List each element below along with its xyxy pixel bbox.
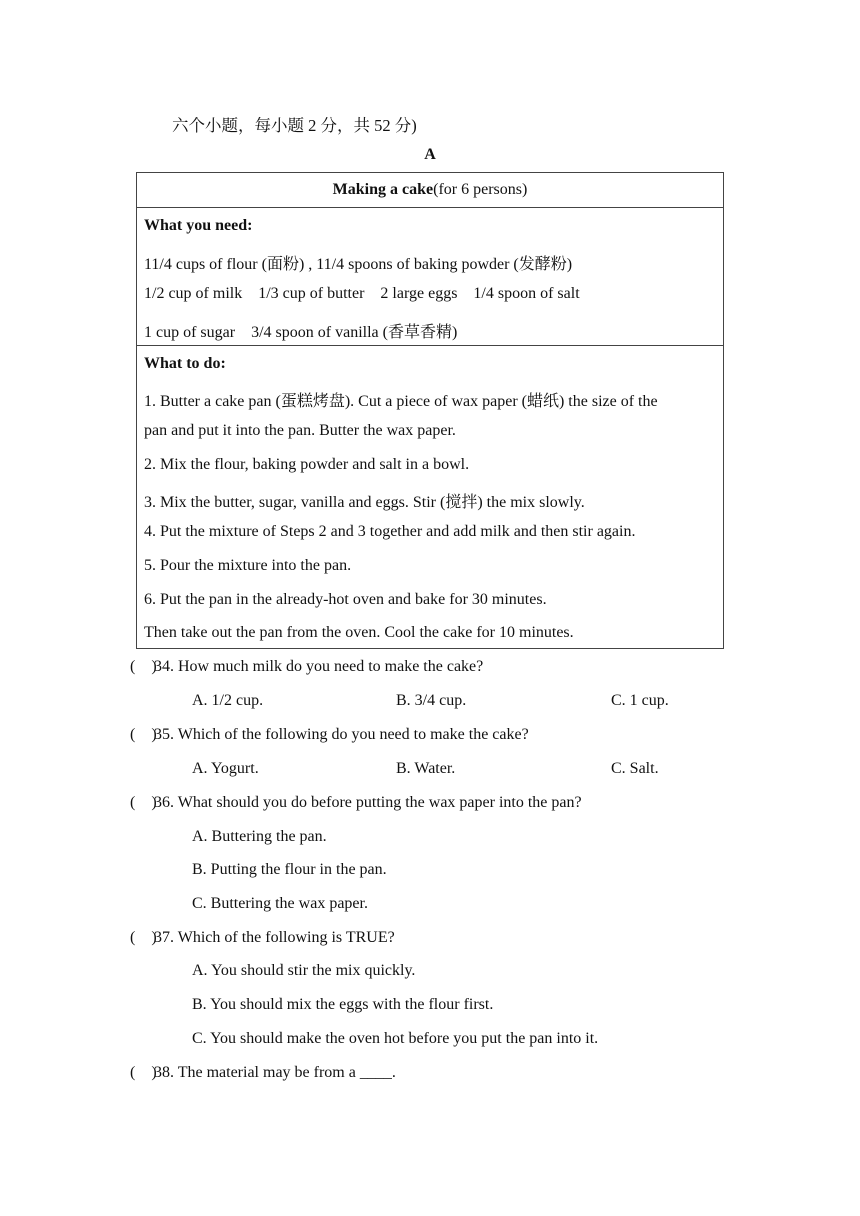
- do-line: Then take out the pan from the oven. Cool the cake for 10 minutes.: [144, 624, 574, 641]
- option-b: B. You should mix the eggs with the flour first.: [192, 996, 494, 1013]
- recipe-title-servings: (for 6 persons): [433, 181, 528, 198]
- option-c: C. 1 cup.: [611, 692, 669, 709]
- do-heading: What to do:: [144, 355, 226, 372]
- question-text: 37. Which of the following is TRUE?: [154, 929, 395, 946]
- option-a: A. You should stir the mix quickly.: [192, 962, 416, 979]
- do-line: 2. Mix the flour, baking powder and salt in a bowl.: [144, 456, 470, 473]
- passage-label: A: [424, 146, 436, 163]
- option-c: C. Buttering the wax paper.: [192, 895, 368, 912]
- do-line: 6. Put the pan in the already-hot oven and bake for 30 minutes.: [144, 591, 547, 608]
- answer-blank[interactable]: ( ): [130, 794, 157, 811]
- option-c: C. Salt.: [611, 760, 659, 777]
- recipe-title: [137, 181, 723, 199]
- need-line: 1/2 cup of milk 1/3 cup of butter 2 large eggs 1/4 spoon of salt: [144, 285, 580, 302]
- do-line: pan and put it into the pan. Butter the wax paper.: [144, 422, 456, 439]
- need-line: 1 cup of sugar 3/4 spoon of vanilla (香草香精): [144, 324, 458, 341]
- option-c: C. You should make the oven hot before you put the pan into it.: [192, 1030, 599, 1047]
- table-divider: [137, 207, 723, 208]
- question-text: 36. What should you do before putting the wax paper into the pan?: [154, 794, 582, 811]
- option-a: A. Buttering the pan.: [192, 828, 327, 845]
- need-heading: What you need:: [144, 217, 253, 234]
- instructions-tail: 六个小题，每小题 2 分，共 52 分): [172, 116, 417, 135]
- option-b: B. 3/4 cup.: [396, 692, 467, 709]
- answer-blank[interactable]: ( ): [130, 1064, 157, 1081]
- question-text: 38. The material may be from a ____.: [154, 1064, 396, 1081]
- do-line: 4. Put the mixture of Steps 2 and 3 together and add milk and then stir again.: [144, 523, 636, 540]
- option-a: A. Yogurt.: [192, 760, 259, 777]
- option-b: B. Putting the flour in the pan.: [192, 861, 387, 878]
- do-line: 5. Pour the mixture into the pan.: [144, 557, 352, 574]
- need-line: 11/4 cups of flour (面粉) , 11/4 spoons of baking powder (发酵粉): [144, 256, 573, 273]
- table-divider: [137, 345, 723, 346]
- recipe-title-main: Making a cake: [332, 181, 434, 198]
- option-a: A. 1/2 cup.: [192, 692, 264, 709]
- answer-blank[interactable]: ( ): [130, 726, 157, 743]
- answer-blank[interactable]: ( ): [130, 658, 157, 675]
- question-text: 35. Which of the following do you need to make the cake?: [154, 726, 529, 743]
- recipe-table: [136, 172, 724, 649]
- answer-blank[interactable]: ( ): [130, 929, 157, 946]
- do-line: 3. Mix the butter, sugar, vanilla and eggs. Stir (搅拌) the mix slowly.: [144, 494, 585, 511]
- question-text: 34. How much milk do you need to make the cake?: [154, 658, 484, 675]
- do-line: 1. Butter a cake pan (蛋糕烤盘). Cut a piece of wax paper (蜡纸) the size of the: [144, 393, 658, 410]
- option-b: B. Water.: [396, 760, 456, 777]
